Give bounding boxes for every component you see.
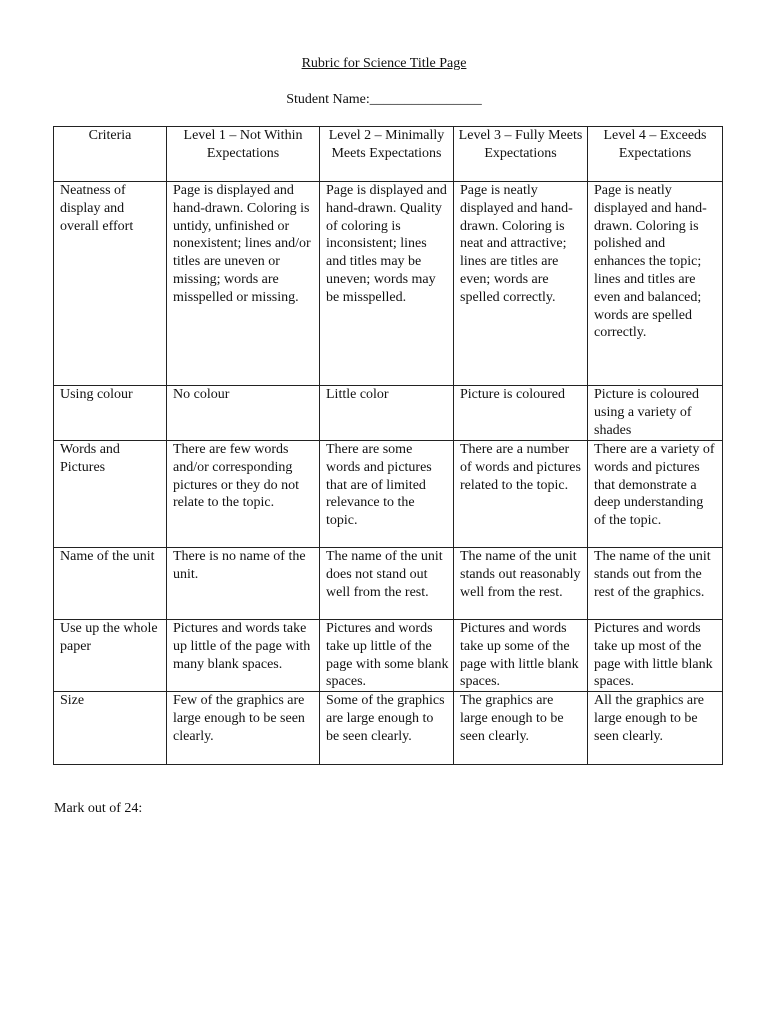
level-1-cell: Few of the graphics are large enough to be seen clearly. [167,692,320,765]
level-2-cell: Pictures and words take up little of the page with some blank spaces. [320,620,454,692]
page-title: Rubric for Science Title Page [301,56,467,71]
level-4-cell: Page is neatly displayed and hand-drawn. Coloring is polished and enhances the topic; lines and titles are even and balanced; words are spelled correctly. [588,182,723,386]
mark-out-of-label: Mark out of 24: [54,801,143,816]
header-level-3: Level 3 – Fully Meets Expectations [454,127,588,182]
table-row [54,386,723,441]
header-level-1: Level 1 – Not Within Expectations [167,127,320,182]
level-4-cell: The name of the unit stands out from the rest of the graphics. [588,548,723,620]
level-2-cell: Little color [320,386,454,441]
criteria-cell: Size [54,692,167,765]
level-2-cell: Page is displayed and hand-drawn. Quality of coloring is inconsistent; lines and titles may be uneven; words may be misspelled. [320,182,454,386]
criteria-cell: Using colour [54,386,167,441]
header-level-4: Level 4 – Exceeds Expectations [588,127,723,182]
table-row [54,620,723,692]
level-3-cell: Page is neatly displayed and hand-drawn. Coloring is neat and attractive; lines are titles are even; words are spelled correctly. [454,182,588,386]
level-2-cell: There are some words and pictures that are of limited relevance to the topic. [320,441,454,548]
criteria-cell: Name of the unit [54,548,167,620]
level-1-cell: There are few words and/or corresponding pictures or they do not relate to the topic. [167,441,320,548]
criteria-cell: Use up the whole paper [54,620,167,692]
level-4-cell: Pictures and words take up most of the page with little blank spaces. [588,620,723,692]
table-header-row [54,127,723,182]
level-4-cell: There are a variety of words and pictures that demonstrate a deep understanding of the topic. [588,441,723,548]
level-1-cell: Page is displayed and hand-drawn. Coloring is untidy, unfinished or nonexistent; lines and/or titles are uneven or missing; words are misspelled or missing. [167,182,320,386]
criteria-cell: Words and Pictures [54,441,167,548]
header-criteria: Criteria [54,127,167,182]
level-1-cell: There is no name of the unit. [167,548,320,620]
level-3-cell: The name of the unit stands out reasonably well from the rest. [454,548,588,620]
level-3-cell: There are a number of words and pictures related to the topic. [454,441,588,548]
level-2-cell: The name of the unit does not stand out well from the rest. [320,548,454,620]
level-4-cell: Picture is coloured using a variety of shades [588,386,723,441]
header-level-2: Level 2 – Minimally Meets Expectations [320,127,454,182]
table-row [54,441,723,548]
level-4-cell: All the graphics are large enough to be seen clearly. [588,692,723,765]
table-row [54,182,723,386]
rubric-table [53,126,723,765]
student-name-line: Student Name:________________ [286,92,482,107]
level-2-cell: Some of the graphics are large enough to be seen clearly. [320,692,454,765]
level-3-cell: The graphics are large enough to be seen clearly. [454,692,588,765]
level-1-cell: No colour [167,386,320,441]
level-1-cell: Pictures and words take up little of the page with many blank spaces. [167,620,320,692]
level-3-cell: Pictures and words take up some of the page with little blank spaces. [454,620,588,692]
table-row [54,548,723,620]
table-row [54,692,723,765]
level-3-cell: Picture is coloured [454,386,588,441]
criteria-cell: Neatness of display and overall effort [54,182,167,386]
